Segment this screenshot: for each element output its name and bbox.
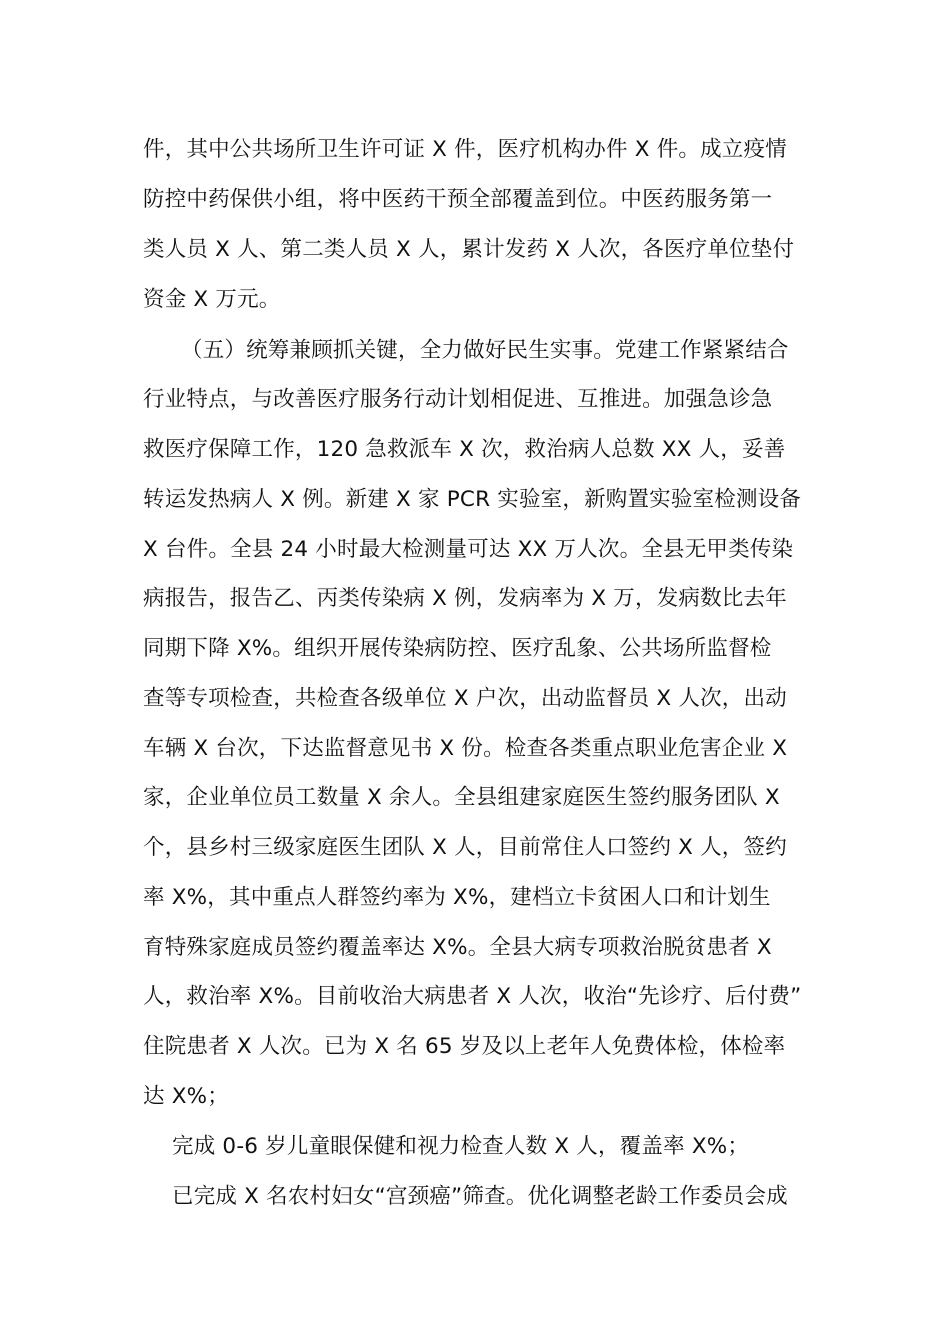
text-line: 车辆 X 台次，下达监督意见书 X 份。检查各类重点职业危害企业 X: [143, 736, 788, 761]
paragraph-heading-line: （五）统筹兼顾抓关键，全力做好民生实事。党建工作紧紧结合: [181, 338, 789, 363]
text-line: 病报告，报告乙、丙类传染病 X 例，发病率为 X 万，发病数比去年: [143, 586, 787, 611]
text-line: 行业特点，与改善医疗服务行动计划相促进、互推进。加强急诊急: [143, 387, 773, 412]
text-line: 同期下降 X%。组织开展传染病防控、医疗乱象、公共场所监督检: [143, 636, 772, 661]
text-line: X 台件。全县 24 小时最大检测量可达 XX 万人次。全县无甲类传染: [143, 537, 794, 562]
text-line: 家，企业单位员工数量 X 余人。全县组建家庭医生签约服务团队 X: [143, 785, 780, 810]
text-line: 救医疗保障工作，120 急救派车 X 次，救治病人总数 XX 人，妥善: [143, 437, 786, 462]
text-line: 已完成 X 名农村妇女“宫颈癌”筛查。优化调整老龄工作委员会成: [172, 1184, 788, 1209]
text-line: 率 X%，其中重点人群签约率为 X%，建档立卡贫困人口和计划生: [143, 885, 771, 910]
text-line: 人，救治率 X%。目前收治大病患者 X 人次，收治“先诊疗、后付费”: [143, 984, 802, 1009]
text-line: 资金 X 万元。: [143, 287, 281, 312]
text-line: 个，县乡村三级家庭医生团队 X 人，目前常住人口签约 X 人，签约: [143, 835, 787, 860]
text-line: 防控中药保供小组，将中医药干预全部覆盖到位。中医药服务第一: [143, 187, 773, 212]
text-line: 育特殊家庭成员签约覆盖率达 X%。全县大病专项救治脱贫患者 X: [143, 935, 772, 960]
text-line: 完成 0-6 岁儿童眼保健和视力检查人数 X 人，覆盖率 X%；: [172, 1134, 750, 1159]
text-line: 件，其中公共场所卫生许可证 X 件，医疗机构办件 X 件。成立疫情: [143, 137, 787, 162]
text-line: 转运发热病人 X 例。新建 X 家 PCR 实验室，新购置实验室检测设备: [143, 487, 802, 512]
text-line: 查等专项检查，共检查各级单位 X 户次，出动监督员 X 人次，出动: [143, 686, 787, 711]
text-line: 达 X%；: [143, 1084, 229, 1109]
text-line: 住院患者 X 人次。已为 X 名 65 岁及以上老年人免费体检，体检率: [143, 1034, 786, 1059]
text-line: 类人员 X 人、第二类人员 X 人，累计发药 X 人次，各医疗单位垫付: [143, 237, 795, 262]
